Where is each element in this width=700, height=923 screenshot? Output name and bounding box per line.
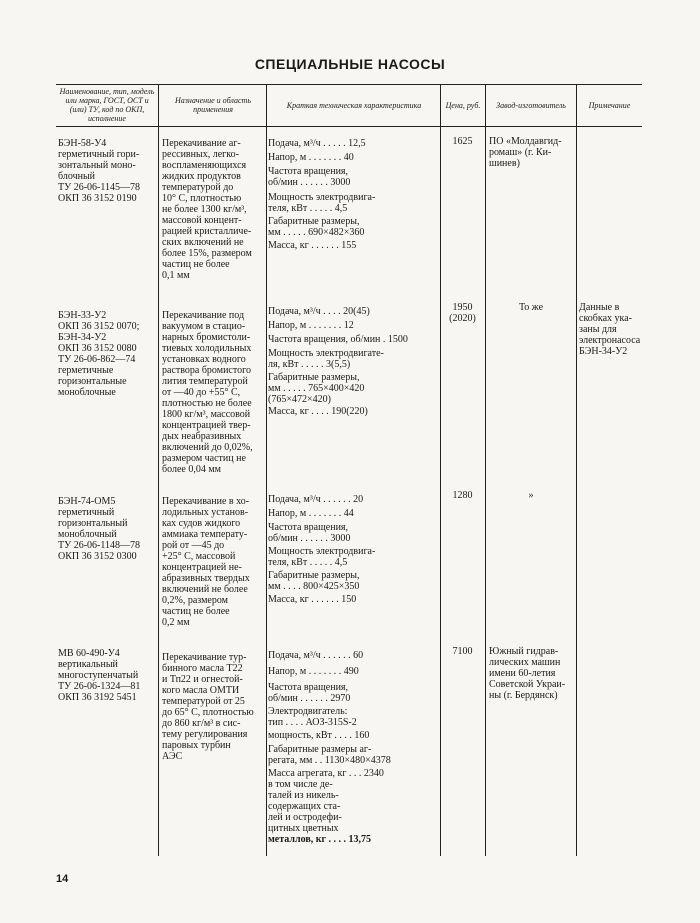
row-purpose: Перекачивание тур- бинного масла Т22 и Тп22 и огнестой- кого масла ОМТИ температурой от 25 до 65° С, плотностью до 860 кг/м³ в сис- тему регулирования паровых турбин АЭС: [162, 652, 254, 762]
row-price: 1280: [452, 490, 473, 501]
spec-item: Масса, кг . . . . . . 150: [268, 594, 357, 605]
row-manufacturer: »: [528, 490, 534, 501]
header-price: Цена, руб.: [445, 100, 481, 110]
spec-item: Электродвигатель: тип . . . . АОЗ-315S-2: [268, 706, 357, 728]
spec-item: Подача, м³/ч . . . . . 12,5: [268, 138, 366, 149]
spec-item: Габаритные размеры, мм . . . . . 690×482×360: [268, 216, 365, 238]
header-manufacturer: Завод-изготовитель: [496, 100, 566, 110]
column-divider: [485, 84, 486, 856]
row-purpose: Перекачивание под вакуумом в стацио- нарных бромистоли- тиевых холодильных установках водного раствора бромистого лития температурой от —40 до +55° С, плотностью не более 1800 кг/м³, массовой концентрацией твер- дых неабразивных включений до 0,02%, размером частиц не более 0,04 мм: [162, 310, 253, 475]
spec-item: Частота вращения, об/мин . . . . . . 3000: [268, 166, 351, 188]
row-manufacturer: Южный гидрав- лических машин имени 60-летия Советской Украи- ны (г. Бердянск): [489, 646, 566, 701]
header-notes: Примечание: [588, 100, 631, 110]
spec-item: Напор, м . . . . . . . 12: [268, 320, 354, 331]
row-price: 1950 (2020): [449, 302, 476, 324]
column-divider: [266, 84, 267, 856]
row-price: 7100: [452, 646, 473, 657]
column-divider: [440, 84, 441, 856]
row-name: БЭН-58-У4 герметичный гори- зонтальный моно- блочный ТУ 26-06-1145—78 ОКП 36 3152 0190: [58, 138, 140, 204]
page-number: 14: [56, 873, 69, 885]
column-divider: [158, 84, 159, 856]
spec-item: Габаритные размеры, мм . . . . . 765×400×420 (765×472×420): [268, 372, 365, 405]
row-purpose: Перекачивание в хо- лодильных установ- ках судов жидкого аммиака температу- рой от —45 до +25° С, массовой концентрацией не- абразивных твердых включений не более 0,2%, размером частиц не более 0,2 мм: [162, 496, 250, 628]
row-price: 1625: [452, 136, 473, 147]
row-notes: Данные в скобках ука- заны для электронасоса БЭН-34-У2: [579, 302, 641, 357]
page-title: СПЕЦИАЛЬНЫЕ НАСОСЫ: [254, 56, 446, 72]
row-name: БЭН-74-ОМ5 герметичный горизонтальный моноблочный ТУ 26-06-1148—78 ОКП 36 3152 0300: [58, 496, 140, 562]
row-name: МВ 60-490-У4 вертикальный многоступенчатый ТУ 26-06-1324—81 ОКП 36 3192 5451: [58, 648, 141, 703]
header-name: Наименование, тип, модель или марка, ГОСТ, ОСТ и (или) ТУ, код по ОКП, исполнение: [59, 87, 155, 123]
spec-item: Напор, м . . . . . . . 44: [268, 508, 354, 519]
row-manufacturer: То же: [518, 302, 544, 313]
spec-item: Масса, кг . . . . . . 155: [268, 240, 357, 251]
spec-item: Частота вращения, об/мин . . . . . . 2970: [268, 682, 351, 704]
spec-item: Напор, м . . . . . . . 40: [268, 152, 354, 163]
column-divider: [576, 84, 577, 856]
spec-item: Подача, м³/ч . . . . . . 20: [268, 494, 364, 505]
row-purpose: Перекачивание аг- рессивных, легко- воспламеняющихся жидких продуктов температурой до 10° С, плотностью не более 1300 кг/м³, массовой концент- рацией кристалличе- ских включений не более 15%, размером частиц не более 0,1 мм: [162, 138, 252, 281]
row-name: БЭН-33-У2 ОКП 36 3152 0070; БЭН-34-У2 ОКП 36 3152 0080 ТУ 26-06-862—74 герметичные горизонтальные моноблочные: [58, 310, 140, 398]
spec-item: мощность, кВт . . . . 160: [268, 730, 370, 741]
table-header-rule: [56, 126, 642, 127]
spec-item: Напор, м . . . . . . . 490: [268, 666, 359, 677]
header-spec: Краткая техническая характеристика: [286, 100, 422, 110]
spec-item: Мощность электродвигате- ля, кВт . . . . . 3(5,5): [268, 348, 384, 370]
spec-item: Габаритные размеры аг- регата, мм . . 1130×480×4378: [268, 744, 391, 766]
spec-item: Частота вращения, об/мин . . . . . . 3000: [268, 522, 351, 544]
spec-item: Подача, м³/ч . . . . 20(45): [268, 306, 370, 317]
row-manufacturer: ПО «Молдавгид- ромаш» (г. Ки- шинев): [489, 136, 562, 169]
spec-item: Подача, м³/ч . . . . . . 60: [268, 650, 364, 661]
spec-item: Габаритные размеры, мм . . . . 800×425×350: [268, 570, 360, 592]
spec-item: Мощность электродвига- теля, кВт . . . . . 4,5: [268, 546, 376, 568]
spec-item: Масса агрегата, кг . . . 2340 в том числе де- талей из никель- содержащих ста- лей и остродефи- цитных цветных: [268, 768, 384, 834]
spec-item: Мощность электродвига- теля, кВт . . . . . 4,5: [268, 192, 376, 214]
spec-item: металлов, кг . . . . 13,75: [268, 834, 372, 845]
spec-item: Частота вращения, об/мин . 1500: [268, 334, 408, 345]
spec-item: Масса, кг . . . . 190(220): [268, 406, 368, 417]
header-purpose: Назначение и область применения: [175, 96, 251, 114]
